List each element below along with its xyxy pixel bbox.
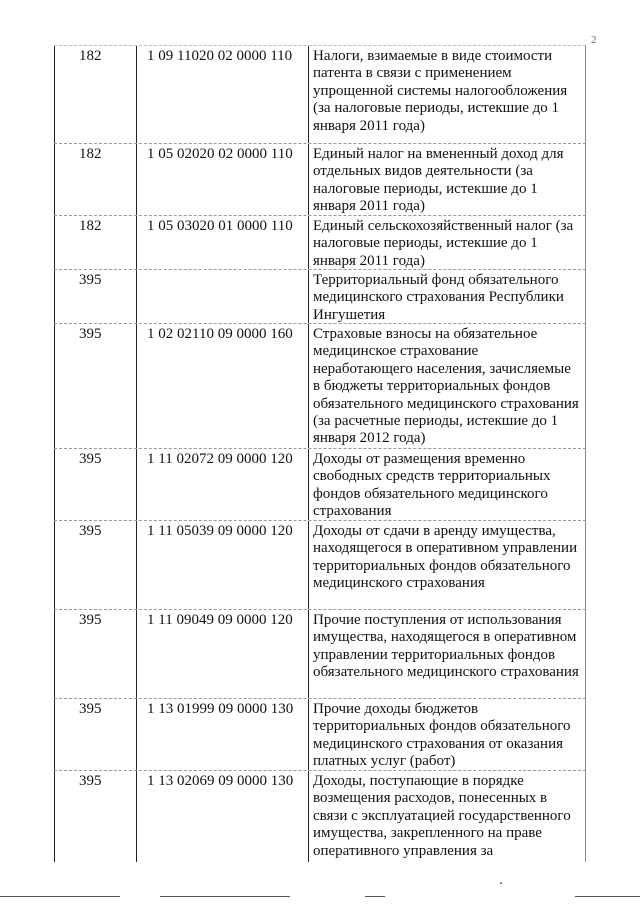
- table-row: [54, 521, 586, 610]
- kbk-cell: 1 02 02110 09 0000 160: [136, 324, 308, 448]
- scan-edge-marks: [0, 896, 640, 898]
- admin-code-cell: 395: [54, 521, 136, 609]
- scan-speck: [500, 882, 502, 884]
- table-row: [54, 610, 586, 699]
- admin-code-cell: 395: [54, 771, 136, 862]
- table-row: [54, 449, 586, 521]
- admin-code-cell: 182: [54, 144, 136, 215]
- kbk-cell: 1 05 03020 01 0000 110: [136, 216, 308, 269]
- admin-code-cell: 395: [54, 270, 136, 323]
- kbk-cell: 1 11 02072 09 0000 120: [136, 449, 308, 520]
- revenue-name-cell: Единый налог на вмененный доход для отдельных видов деятельности (за налоговые периоды, истекшие до 1 января 2011 года): [308, 144, 586, 215]
- admin-code-cell: 395: [54, 449, 136, 520]
- kbk-cell: 1 11 09049 09 0000 120: [136, 610, 308, 698]
- kbk-cell: 1 13 02069 09 0000 130: [136, 771, 308, 862]
- revenue-name-cell: Страховые взносы на обязательное медицинское страхование неработающего населения, зачисляемые в бюджеты территориальных фондов обязательного медицинского страхования (за расчетные периоды, истекшие до 1 января 2012 года): [308, 324, 586, 448]
- page-number: 2: [591, 34, 597, 46]
- admin-code-cell: 395: [54, 699, 136, 770]
- revenue-name-cell: Прочие поступления от использования имущества, находящегося в оперативном управлении территориальных фондов обязательного медицинского страхования: [308, 610, 586, 698]
- admin-code-cell: 395: [54, 324, 136, 448]
- table-row: [54, 270, 586, 324]
- revenue-name-cell: Территориальный фонд обязательного медицинского страхования Республики Ингушетия: [308, 270, 586, 323]
- kbk-cell: 1 11 05039 09 0000 120: [136, 521, 308, 609]
- kbk-cell: 1 05 02020 02 0000 110: [136, 144, 308, 215]
- admin-code-cell: 182: [54, 46, 136, 143]
- admin-code-cell: 182: [54, 216, 136, 269]
- kbk-cell: 1 09 11020 02 0000 110: [136, 46, 308, 143]
- table-row: [54, 216, 586, 270]
- admin-code-cell: 395: [54, 610, 136, 698]
- revenue-name-cell: Налоги, взимаемые в виде стоимости патента в связи с применением упрощенной системы налогообложения (за налоговые периоды, истекшие до 1 января 2011 года): [308, 46, 586, 143]
- table-row: [54, 771, 586, 862]
- kbk-cell: [136, 270, 308, 323]
- revenue-name-cell: Единый сельскохозяйственный налог (за налоговые периоды, истекшие до 1 января 2011 года): [308, 216, 586, 269]
- table-row: [54, 144, 586, 216]
- revenue-codes-table: [54, 45, 586, 862]
- table-row: [54, 46, 586, 144]
- revenue-name-cell: Прочие доходы бюджетов территориальных фондов обязательного медицинского страхования от оказания платных услуг (работ): [308, 699, 586, 770]
- revenue-name-cell: Доходы, поступающие в порядке возмещения расходов, понесенных в связи с эксплуатацией государственного имущества, закрепленного на праве оперативного управления за: [308, 771, 586, 862]
- table-row: [54, 324, 586, 449]
- kbk-cell: 1 13 01999 09 0000 130: [136, 699, 308, 770]
- revenue-name-cell: Доходы от размещения временно свободных средств территориальных фондов обязательного медицинского страхования: [308, 449, 586, 520]
- table-row: [54, 699, 586, 771]
- revenue-name-cell: Доходы от сдачи в аренду имущества, находящегося в оперативном управлении территориальных фондов обязательного медицинского страхования: [308, 521, 586, 609]
